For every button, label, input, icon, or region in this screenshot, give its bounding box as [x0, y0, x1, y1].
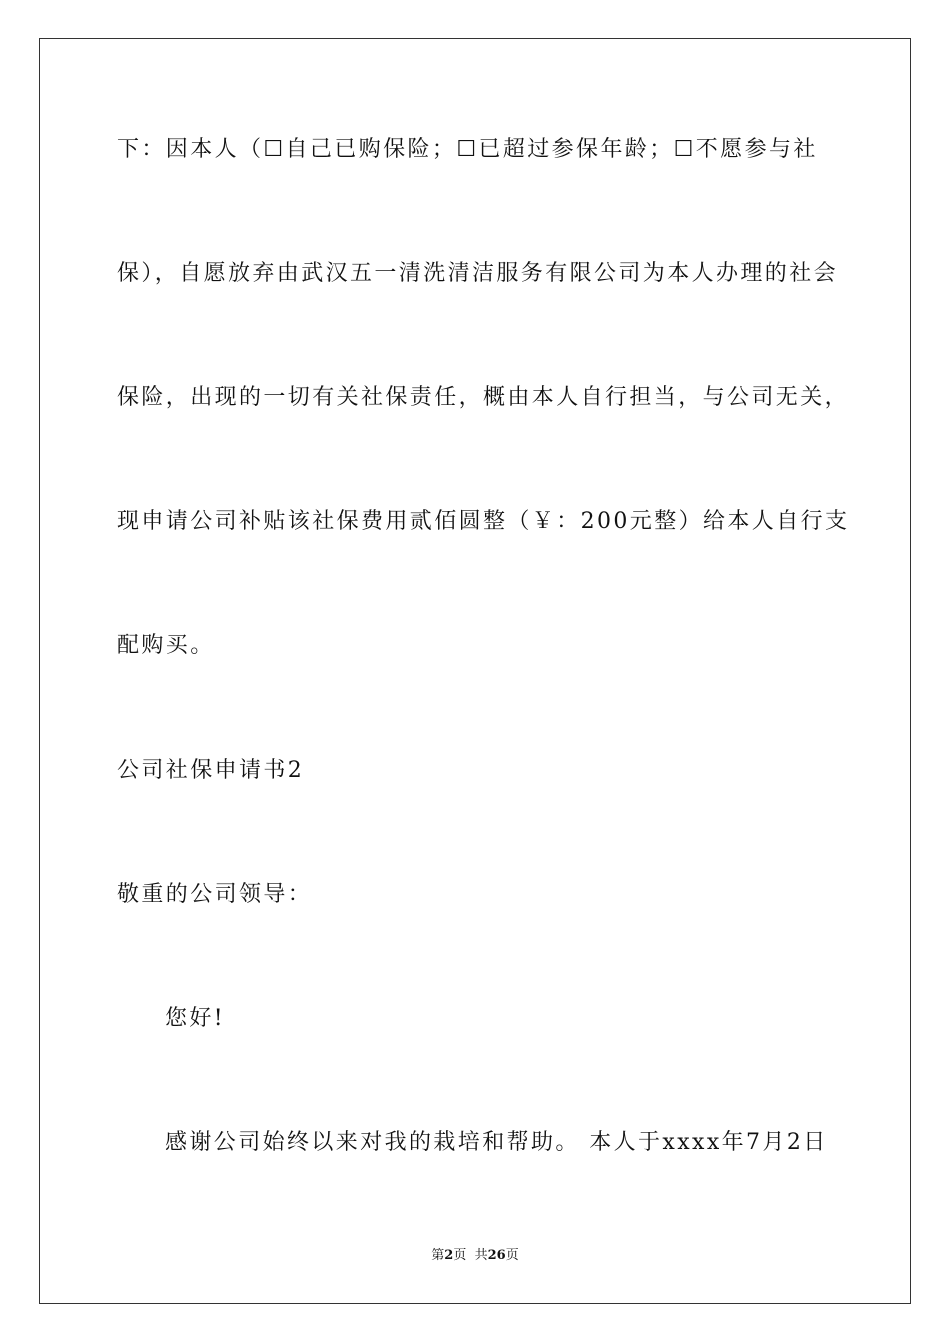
- page-footer: [0, 1247, 950, 1265]
- footer-suffix: 页: [505, 1248, 519, 1263]
- body-line-5: 配购买。: [117, 633, 215, 658]
- footer-total-pages: 26: [487, 1248, 506, 1263]
- body-line-4: 现申请公司补贴该社保费用贰佰圆整（￥：200元整）给本人自行支: [117, 509, 850, 534]
- page-frame: [39, 38, 911, 1304]
- footer-middle: 页 共: [453, 1248, 488, 1263]
- body-line-2: 保），自愿放弃由武汉五一清洗清洁服务有限公司为本人办理的社会: [117, 261, 839, 286]
- greeting: 您好!: [165, 1006, 226, 1031]
- footer-prefix: 第: [431, 1248, 445, 1263]
- footer-current-page: 2: [444, 1248, 454, 1263]
- section-heading: 公司社保申请书2: [117, 758, 305, 783]
- body-paragraph-start: 感谢公司始终以来对我的栽培和帮助。 本人于xxxx年7月2日: [165, 1130, 828, 1155]
- body-line-1: 下：因本人（☐自己已购保险；☐已超过参保年龄；☐不愿参与社: [117, 137, 818, 162]
- salutation: 敬重的公司领导：: [117, 882, 313, 907]
- body-line-3: 保险，出现的一切有关社保责任，概由本人自行担当，与公司无关，: [117, 385, 850, 410]
